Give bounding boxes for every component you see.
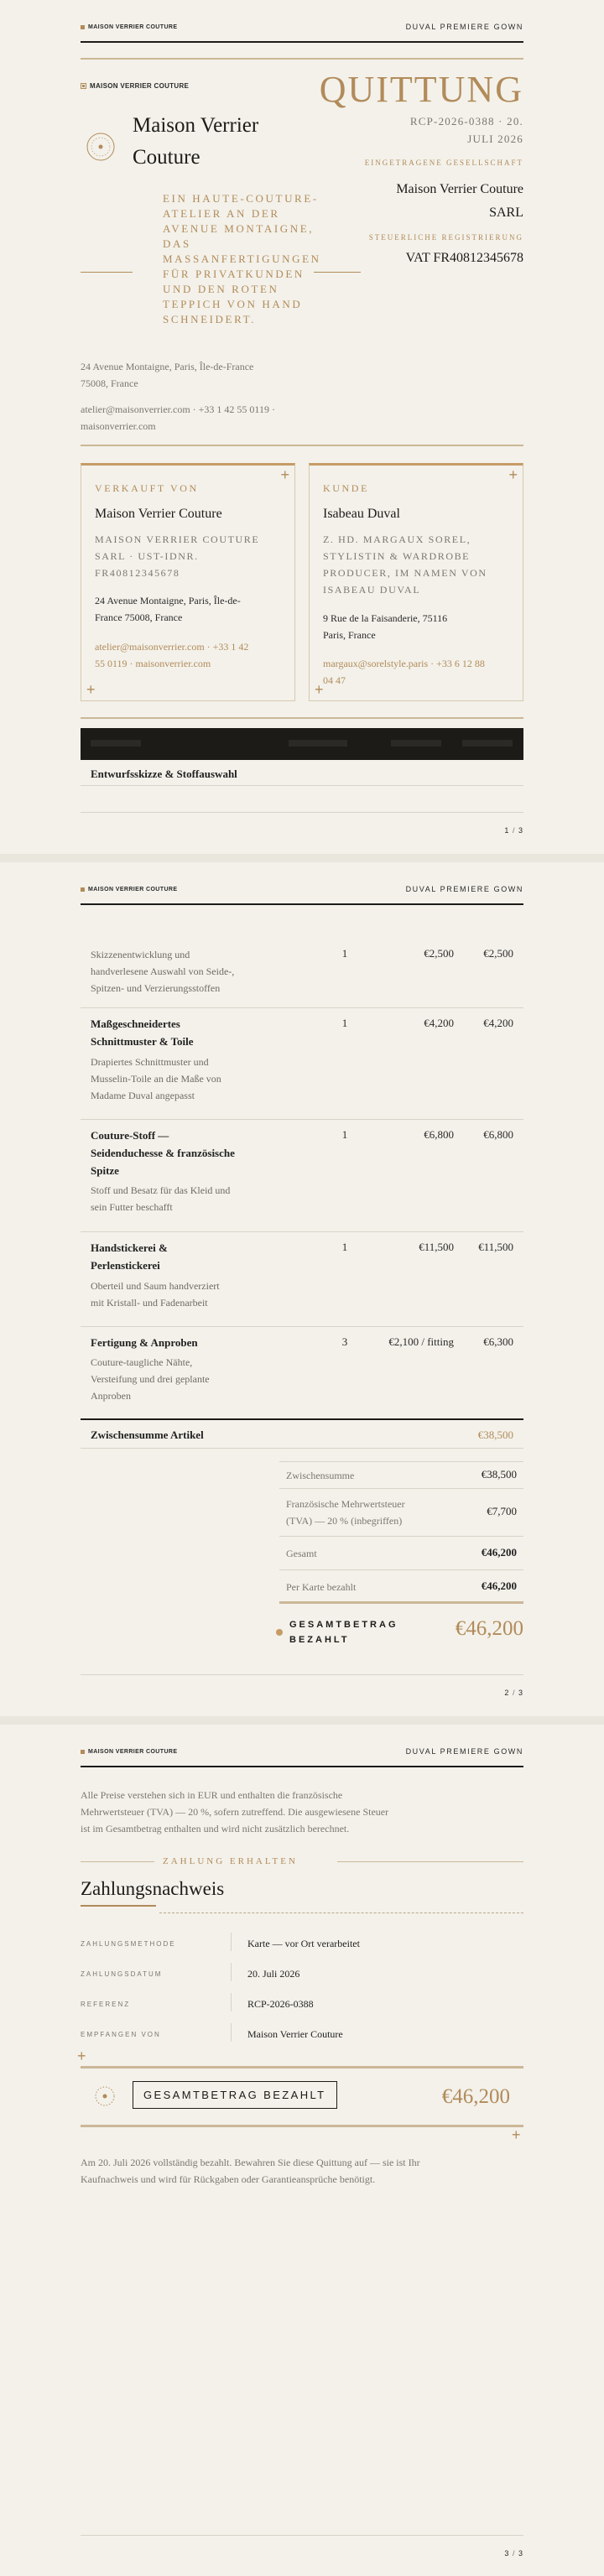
payment-date-label: ZAHLUNGSDATUM <box>81 1970 163 1978</box>
gold-divider <box>81 445 523 446</box>
meta-separator <box>231 1993 232 2011</box>
item-price: €11,500 <box>419 1241 454 1253</box>
item-total: €6,300 <box>483 1335 513 1348</box>
item-description: Skizzenentwicklung und handverlesene Auswahl von Seide-, Spitzen- und Verzierungsstoffen <box>91 949 235 994</box>
items-subtotal-label: Zwischensumme Artikel <box>91 1429 204 1441</box>
summary-total-label: Gesamt <box>286 1548 317 1559</box>
grand-total-value: €46,200 <box>455 1617 523 1640</box>
page-number: 1 / 3 <box>504 826 523 835</box>
table-row <box>81 1008 523 1120</box>
item-title: Maßgeschneidertes Schnittmuster & Toile <box>91 1017 194 1048</box>
item-price: €2,100 / fitting <box>388 1335 454 1348</box>
company-tagline: EIN HAUTE-COUTURE-ATELIER AN DER AVENUE MONTAIGNE, DAS MASSANFERTIGUNGEN FÜR PRIVATKUNDEN UND DEN ROTEN TEPPICH VON HAND SCHNEIDERT. <box>163 192 321 325</box>
item-title: Fertigung & Anproben <box>91 1336 198 1349</box>
total-paid-value: €46,200 <box>441 2085 510 2108</box>
item-qty: 1 <box>341 947 348 960</box>
total-paid-box <box>81 2066 523 2127</box>
brand-dot-icon <box>81 887 85 892</box>
seller-name: Maison Verrier Couture <box>95 507 222 521</box>
item-title-continued: Entwurfsskizze & Stoffauswahl <box>91 768 237 780</box>
corner-plus-icon: + <box>280 466 289 483</box>
grand-total-label: GESAMTBETRAG BEZAHLT <box>289 1620 398 1645</box>
title-underline <box>81 1905 156 1907</box>
company-name: Maison Verrier Couture <box>133 114 259 169</box>
item-description: Stoff und Besatz für das Kleid und sein Futter beschafft <box>91 1184 231 1213</box>
items-subtotal-row <box>81 1422 523 1449</box>
summary-subtotal-value: €38,500 <box>481 1468 517 1481</box>
header-brand: MAISON VERRIER COUTURE <box>81 24 177 30</box>
closing-note: Am 20. Juli 2026 vollständig bezahlt. Bewahren Sie diese Quittung auf — sie ist Ihr Kaufnachweis und wird für Rückgaben oder Garantieansprüche benötigt. <box>81 2157 420 2185</box>
company-seal-icon <box>86 132 116 162</box>
item-total: €4,200 <box>483 1017 513 1029</box>
table-header <box>81 728 523 760</box>
receipt-page-1 <box>0 0 604 854</box>
receipt-page-2 <box>0 862 604 1716</box>
registered-label: EINGETRAGENE GESELLSCHAFT <box>364 159 523 167</box>
meta-separator <box>231 1963 232 1981</box>
received-by-value: Maison Verrier Couture <box>247 2028 343 2040</box>
seller-box <box>81 463 295 701</box>
customer-contact[interactable]: margaux@sorelstyle.paris · +33 6 12 88 04 47 <box>323 658 485 686</box>
payment-date-value: 20. Juli 2026 <box>247 1968 300 1980</box>
header-cell-price <box>391 740 441 747</box>
seller-contact[interactable]: atelier@maisonverrier.com · +33 1 42 55 0119 · maisonverrier.com <box>95 641 249 669</box>
header-divider <box>81 41 523 43</box>
section-rule-left <box>81 1861 154 1862</box>
summary-subtotal-label: Zwischensumme <box>286 1470 355 1481</box>
registered-name: Maison Verrier Couture SARL <box>396 182 523 220</box>
item-description: Drapiertes Schnittmuster und Musselin-Toile an die Maße von Madame Duval angepasst <box>91 1056 221 1101</box>
gold-divider <box>81 58 523 60</box>
corner-plus-icon: + <box>77 2048 86 2064</box>
summary-paid-label: Per Karte bezahlt <box>286 1581 357 1593</box>
summary-total-value: €46,200 <box>481 1546 517 1559</box>
gold-divider <box>81 717 523 719</box>
item-price: €4,200 <box>424 1017 454 1029</box>
item-title: Couture-Stoff — Seidenduchesse & französische Spitze <box>91 1129 235 1177</box>
item-total: €6,800 <box>483 1128 513 1141</box>
corner-plus-icon: + <box>315 681 324 698</box>
item-total: €2,500 <box>483 947 513 960</box>
seller-company-details: MAISON VERRIER COUTURE SARL · UST-IDNR. FR40812345678 <box>95 533 260 579</box>
items-subtotal-value: €38,500 <box>477 1429 513 1441</box>
tagline-rule-left <box>81 272 133 273</box>
customer-box <box>309 463 523 701</box>
item-price: €2,500 <box>424 947 454 960</box>
seller-label: VERKAUFT VON <box>95 482 199 494</box>
customer-label: KUNDE <box>323 482 369 494</box>
table-row <box>81 1232 523 1327</box>
reference-label: REFERENZ <box>81 2001 131 2008</box>
header-document-title: DUVAL PREMIERE GOWN <box>405 885 523 893</box>
meta-separator <box>231 2023 232 2042</box>
brand-dot-icon <box>81 25 85 29</box>
item-qty: 3 <box>341 1335 348 1348</box>
page-number: 2 / 3 <box>504 1689 523 1697</box>
header-brand: MAISON VERRIER COUTURE <box>81 887 177 892</box>
table-row <box>81 1327 523 1420</box>
summary-paid-value: €46,200 <box>481 1579 517 1592</box>
receipt-title: QUITTUNG <box>319 69 523 110</box>
tax-value: VAT FR40812345678 <box>405 251 523 265</box>
item-description: Couture-taugliche Nähte, Versteifung und drei geplante Anproben <box>91 1356 210 1402</box>
header-cell-qty <box>289 740 347 747</box>
item-title: Handstickerei & Perlenstickerei <box>91 1241 168 1272</box>
receipt-number: RCP-2026-0388 · 20. JULI 2026 <box>409 115 523 145</box>
corner-plus-icon: + <box>512 2126 521 2143</box>
payment-method-label: ZAHLUNGSMETHODE <box>81 1940 176 1948</box>
item-price: €6,800 <box>424 1128 454 1141</box>
header-divider <box>81 1766 523 1767</box>
summary-subtotal-row <box>279 1461 523 1489</box>
seller-address: 24 Avenue Montaigne, Paris, Île-de- France 75008, France <box>95 595 241 623</box>
corner-plus-icon: + <box>508 466 518 483</box>
item-qty: 1 <box>341 1241 348 1253</box>
footer-divider <box>81 2535 523 2536</box>
reference-value: RCP-2026-0388 <box>247 1998 314 2010</box>
item-total: €11,500 <box>478 1241 513 1253</box>
company-address: 24 Avenue Montaigne, Paris, Île-de-France 75008, France <box>81 361 254 389</box>
footer-divider <box>81 1674 523 1675</box>
table-row <box>81 909 523 1008</box>
table-row <box>81 1120 523 1232</box>
row-divider <box>81 785 523 786</box>
payment-method-value: Karte — vor Ort verarbeitet <box>247 1938 360 1949</box>
item-qty: 1 <box>341 1128 348 1141</box>
tax-note: Alle Preise verstehen sich in EUR und enthalten die französische Mehrwertsteuer (TVA) — 20 %, sofern zutreffend. Die ausgewiesene Steuer ist im Gesamtbetrag enthalten und wird nicht zusätzlich berechnet. <box>81 1789 389 1834</box>
meta-separator <box>231 1933 232 1951</box>
customer-attention: Z. HD. MARGAUX SOREL, STYLISTIN & WARDROBE PRODUCER, IM NAMEN VON ISABEAU DUVAL <box>323 533 487 596</box>
payment-received-label: ZAHLUNG ERHALTEN <box>163 1856 298 1866</box>
summary-vat-value: €7,700 <box>487 1505 517 1517</box>
header-cell-total <box>462 740 513 747</box>
summary-vat-row <box>279 1489 523 1537</box>
receipt-page-3 <box>0 1725 604 2576</box>
dashed-divider <box>159 1912 523 1913</box>
item-qty: 1 <box>341 1017 348 1029</box>
item-description: Oberteil und Saum handverziert mit Kristall- und Fadenarbeit <box>91 1280 220 1309</box>
header-cell-description <box>91 740 141 747</box>
customer-name: Isabeau Duval <box>323 507 400 521</box>
header-document-title: DUVAL PREMIERE GOWN <box>405 1747 523 1756</box>
tagline-rule-right <box>314 272 361 273</box>
payment-proof-title: Zahlungsnachweis <box>81 1878 225 1899</box>
brand-dot-icon <box>81 1750 85 1754</box>
header-document-title: DUVAL PREMIERE GOWN <box>405 23 523 31</box>
company-contact: atelier@maisonverrier.com · +33 1 42 55 0119 · maisonverrier.com <box>81 403 275 432</box>
footer-divider <box>81 812 523 813</box>
corner-plus-icon: + <box>86 681 96 698</box>
company-small-brand: MAISON VERRIER COUTURE <box>81 82 189 90</box>
received-by-label: EMPFANGEN VON <box>81 2031 161 2038</box>
header-brand: MAISON VERRIER COUTURE <box>81 1749 177 1755</box>
tax-label: STEUERLICHE REGISTRIERUNG <box>368 233 523 242</box>
paid-seal-icon <box>94 2085 116 2107</box>
summary-paid-row <box>279 1570 523 1604</box>
total-paid-label: GESAMTBETRAG BEZAHLT <box>133 2081 337 2109</box>
page-number: 3 / 3 <box>504 2549 523 2558</box>
summary-total-row <box>279 1537 523 1570</box>
section-rule-right <box>337 1861 523 1862</box>
customer-address: 9 Rue de la Faisanderie, 75116 Paris, France <box>323 612 448 641</box>
header-divider <box>81 903 523 905</box>
grand-total-dot-icon <box>276 1629 283 1636</box>
summary-vat-label: Französische Mehrwertsteuer (TVA) — 20 % (inbegriffen) <box>286 1498 405 1527</box>
